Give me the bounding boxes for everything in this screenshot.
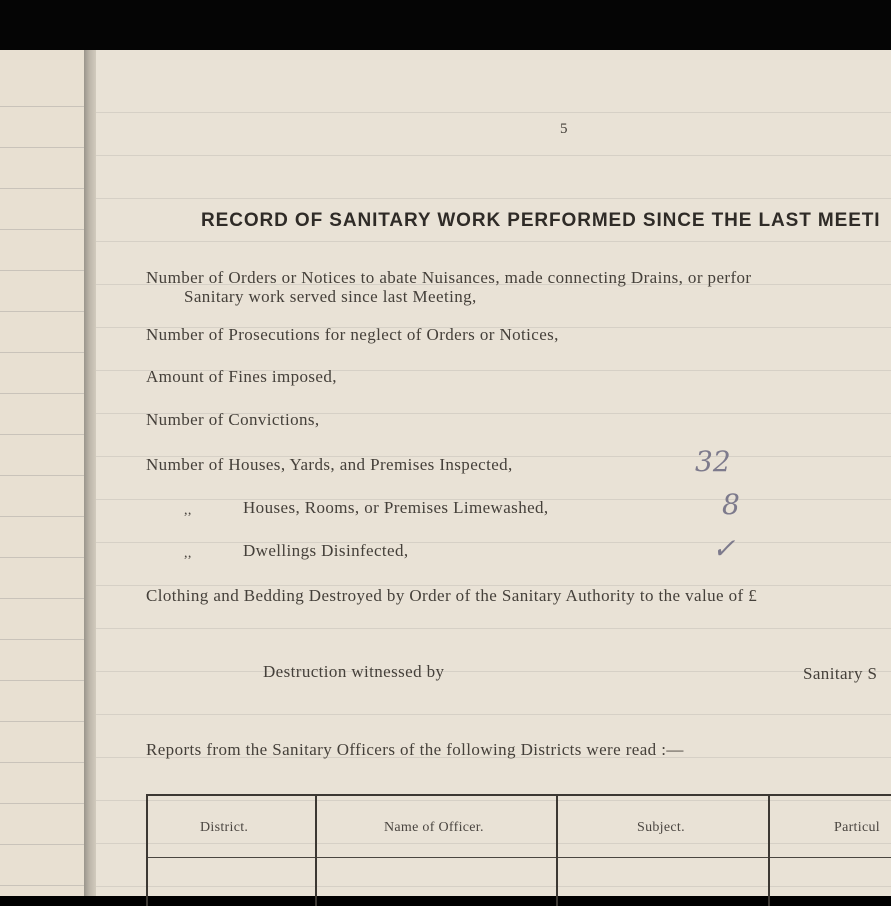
facing-page-ruled [0,50,86,896]
header-subject: Subject. [637,820,685,835]
handwritten-limewashed-count: 8 [722,488,740,521]
convictions-line: Number of Convictions, [146,410,320,429]
ditto-mark: ,, [184,503,192,518]
disinfected-line: Dwellings Disinfected, [243,541,409,560]
limewashed-line: Houses, Rooms, or Premises Limewashed, [243,498,549,517]
prosecutions-line: Number of Prosecutions for neglect of Orders or Notices, [146,325,559,344]
header-district: District. [200,820,249,835]
column-divider [315,796,317,906]
fines-line: Amount of Fines imposed, [146,367,337,386]
header-particulars: Particul [834,820,880,835]
districts-table [146,794,891,906]
orders-line-1: Number of Orders or Notices to abate Nuisances, made connecting Drains, or perfor [146,268,752,287]
page-number: 5 [560,121,568,137]
handwritten-inspected-count: 32 [695,445,731,478]
handwritten-check-mark: ✓ [712,532,736,565]
ditto-mark: ,, [184,546,192,561]
column-divider [556,796,558,906]
sanitary-label: Sanitary S [803,664,878,683]
destruction-line: Destruction witnessed by [263,662,445,681]
orders-line-2: Sanitary work served since last Meeting, [184,287,477,306]
inspected-line: Number of Houses, Yards, and Premises Inspected, [146,455,513,474]
scan-border-top [0,0,891,50]
page-heading: RECORD OF SANITARY WORK PERFORMED SINCE THE LAST MEETI [201,210,881,231]
clothing-line: Clothing and Bedding Destroyed by Order of the Sanitary Authority to the value of £ [146,586,758,605]
reports-line: Reports from the Sanitary Officers of the following Districts were read :— [146,740,684,759]
header-officer: Name of Officer. [384,820,484,835]
table-header-rule [148,857,891,858]
column-divider [768,796,770,906]
